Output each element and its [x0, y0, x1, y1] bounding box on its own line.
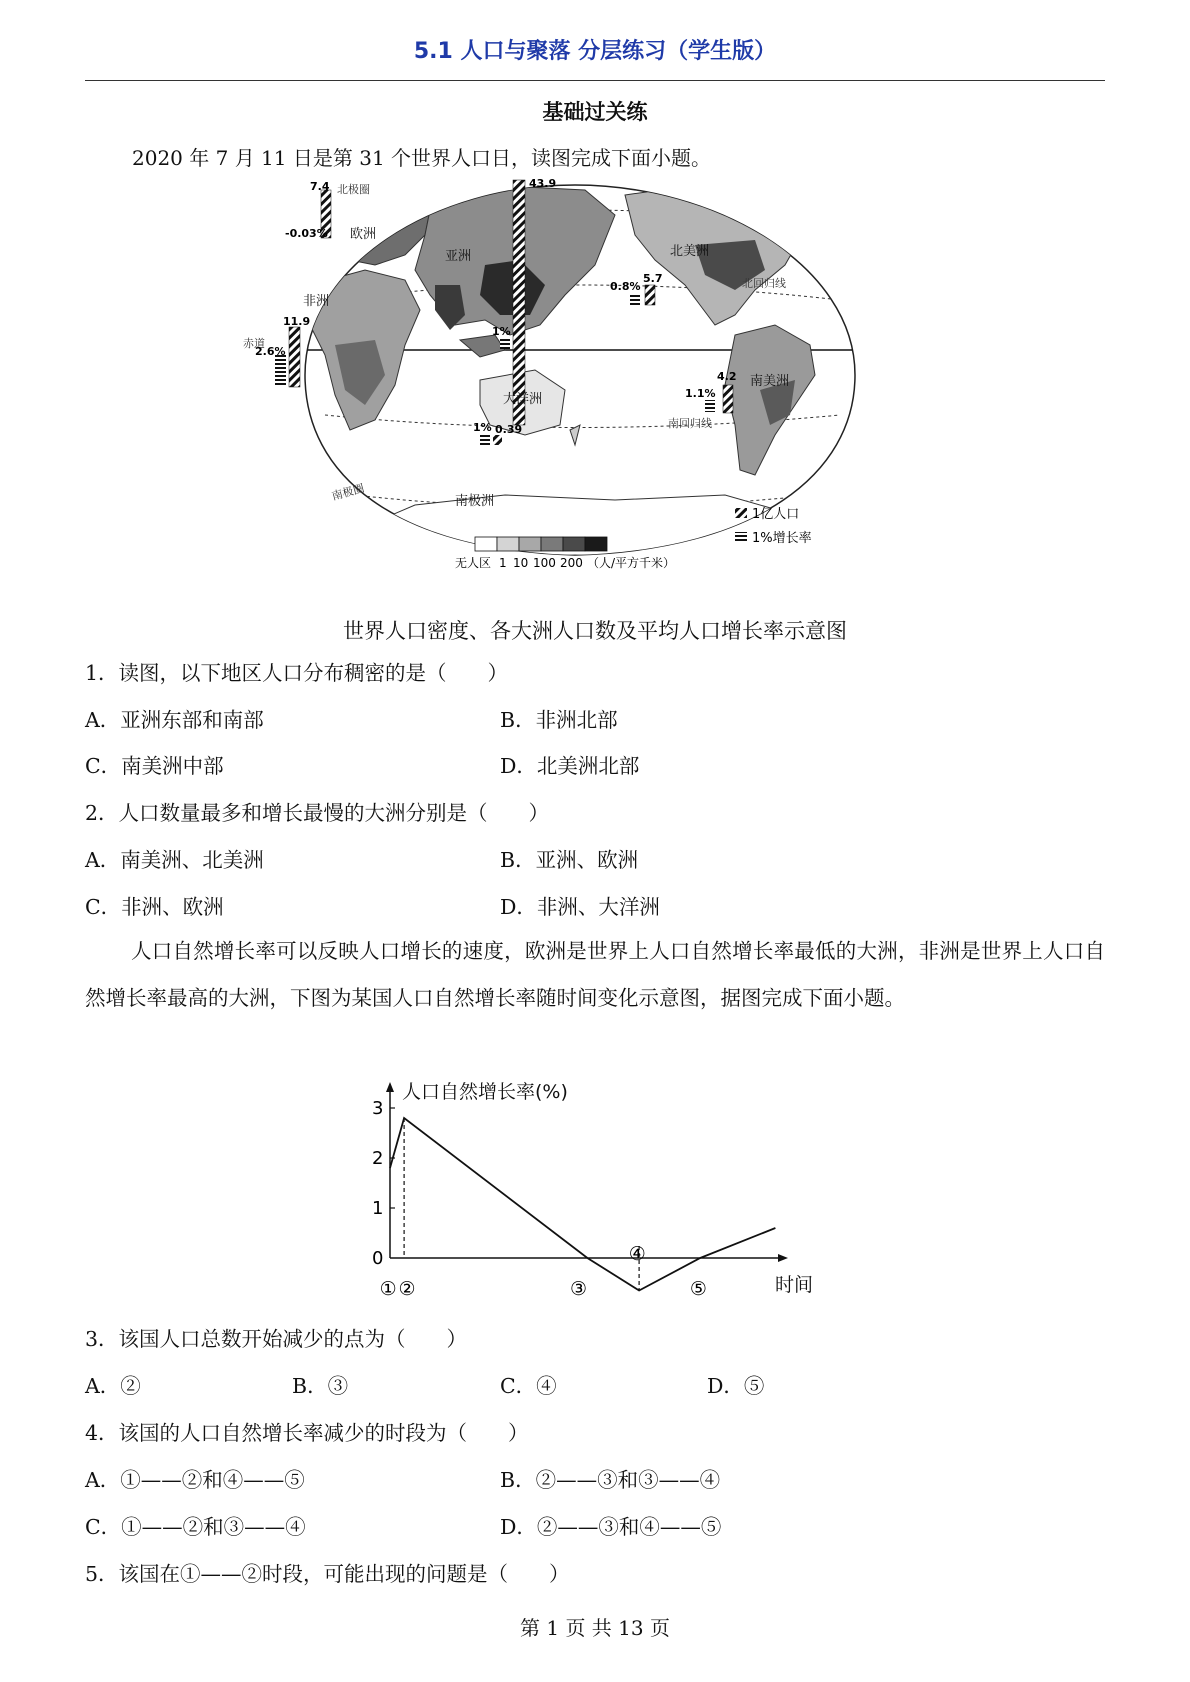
- y-tick-label-3: 3: [372, 1098, 384, 1119]
- label-europe: 欧洲: [350, 227, 377, 242]
- label-south-america: 南美洲: [750, 374, 790, 389]
- density-unit: （人/平方千米）: [587, 556, 676, 570]
- na-pop-value: 5.7: [643, 272, 663, 285]
- label-north-america: 北美洲: [670, 244, 710, 259]
- africa-pop-value: 11.9: [283, 315, 311, 328]
- density-label-2: 10: [513, 556, 529, 570]
- legend-pop-unit: 1亿人口: [752, 507, 800, 522]
- density-swatch-5: [585, 537, 607, 551]
- europe-pop-value: 7.4: [310, 180, 330, 193]
- oceania-rate-bar: [480, 433, 490, 445]
- y-tick-label-1: 1: [372, 1198, 384, 1219]
- header-divider: [85, 80, 1105, 81]
- density-swatch-3: [541, 537, 563, 551]
- q2-option-d[interactable]: D．非洲、大洋洲: [500, 895, 660, 919]
- y-axis-arrow: [386, 1082, 394, 1092]
- growth-rate-line: [390, 1118, 775, 1291]
- world-population-map: [243, 175, 895, 605]
- density-scale: [475, 537, 607, 551]
- point-label-5: ⑤: [689, 1278, 707, 1300]
- y-tick-label-2: 2: [372, 1148, 384, 1169]
- density-labels: [455, 555, 675, 570]
- oceania-pop-value: 0.39: [495, 423, 523, 436]
- label-africa: 非洲: [303, 294, 330, 309]
- oceania-pop-bar: [493, 435, 502, 445]
- q4-option-c[interactable]: C．①——②和③——④: [85, 1515, 306, 1539]
- density-label-0: 无人区: [455, 556, 492, 570]
- q1-option-b[interactable]: B．非洲北部: [500, 708, 618, 732]
- na-rate-value: 0.8%: [610, 280, 641, 293]
- sa-rate-bar: [705, 400, 715, 412]
- label-tropic-capricorn: 南回归线: [668, 417, 712, 430]
- point-label-1: ①: [379, 1278, 397, 1300]
- asia-pop-value: 43.9: [529, 177, 557, 190]
- na-pop-bar: [645, 285, 655, 305]
- density-label-1: 1: [499, 556, 507, 570]
- question-1-stem: 1．读图，以下地区人口分布稠密的是（ ）: [85, 661, 509, 685]
- q3-option-d[interactable]: D．⑤: [707, 1374, 765, 1398]
- asia-pop-bar: [513, 180, 525, 425]
- q2-option-a[interactable]: A．南美洲、北美洲: [85, 848, 264, 872]
- density-label-3: 100: [533, 556, 556, 570]
- label-arctic-circle: 北极圈: [337, 183, 370, 196]
- page-header-title: 5.1 人口与聚落 分层练习（学生版）: [413, 39, 777, 64]
- chart-xlabel: 时间: [775, 1274, 814, 1296]
- q1-option-d[interactable]: D．北美洲北部: [500, 754, 640, 778]
- density-swatch-4: [563, 537, 585, 551]
- europe-rate-value: -0.03%: [285, 227, 328, 240]
- section-title: 基础过关练: [542, 100, 648, 124]
- legend-rate-unit: 1%增长率: [752, 531, 812, 546]
- density-swatch-1: [497, 537, 519, 551]
- q3-option-b[interactable]: B．③: [292, 1374, 349, 1398]
- plot-area: [380, 1118, 776, 1300]
- density-swatch-0: [475, 537, 497, 551]
- growth-rate-chart: [370, 1080, 830, 1300]
- question-4-stem: 4．该国的人口自然增长率减少的时段为（ ）: [85, 1421, 529, 1445]
- label-asia: 亚洲: [445, 249, 472, 264]
- q2-option-c[interactable]: C．非洲、欧洲: [85, 895, 224, 919]
- africa-rate-bar: [275, 353, 286, 387]
- growth-chart-svg: [370, 1080, 830, 1300]
- question-5-stem: 5．该国在①——②时段，可能出现的问题是（ ）: [85, 1562, 570, 1586]
- x-axis-arrow: [778, 1254, 788, 1262]
- q3-option-c[interactable]: C．④: [500, 1374, 557, 1398]
- oceania-rate-value: 1%: [473, 421, 492, 434]
- q4-option-a[interactable]: A．①——②和④——⑤: [85, 1468, 305, 1492]
- map-caption: 世界人口密度、各大洲人口数及平均人口增长率示意图: [343, 619, 847, 643]
- sa-rate-value: 1.1%: [685, 387, 716, 400]
- na-rate-bar: [630, 295, 640, 305]
- density-label-4: 200: [560, 556, 583, 570]
- q4-option-b[interactable]: B．②——③和③——④: [500, 1468, 721, 1492]
- chart-ylabel: 人口自然增长率(%): [402, 1081, 568, 1103]
- q3-option-a[interactable]: A．②: [85, 1374, 141, 1398]
- label-antarctic-circle: 南极圈: [330, 481, 366, 503]
- label-equator: 赤道: [243, 337, 265, 350]
- page-footer: 第 1 页 共 13 页: [520, 1616, 670, 1640]
- context-paragraph: 人口自然增长率可以反映人口增长的速度，欧洲是世界上人口自然增长率最低的大洲，非洲是世界上人口自然增长率最高的大洲，下图为某国人口自然增长率随时间变化示意图，据图完成下面小题。: [85, 939, 1105, 1010]
- q1-option-c[interactable]: C．南美洲中部: [85, 754, 224, 778]
- question-2-stem: 2．人口数量最多和增长最慢的大洲分别是（ ）: [85, 801, 550, 825]
- q1-option-a[interactable]: A．亚洲东部和南部: [85, 708, 264, 732]
- y-tick-label-0: 0: [372, 1248, 384, 1269]
- point-label-4: ④: [628, 1243, 646, 1265]
- sa-pop-value: 4.2: [717, 370, 737, 383]
- y-ticks: [372, 1098, 395, 1269]
- africa-rate-value: 2.6%: [255, 345, 286, 358]
- q2-option-b[interactable]: B．亚洲、欧洲: [500, 848, 639, 872]
- map-svg: [243, 175, 895, 605]
- point-label-2: ②: [398, 1278, 416, 1300]
- asia-rate-value: 1%: [492, 325, 511, 338]
- label-antarctica: 南极洲: [455, 494, 495, 509]
- label-oceania: 大洋洲: [503, 392, 543, 407]
- label-tropic-cancer: 北回归线: [742, 277, 786, 290]
- density-swatch-2: [519, 537, 541, 551]
- asia-rate-bar: [500, 337, 510, 349]
- q4-option-d[interactable]: D．②——③和④——⑤: [500, 1515, 722, 1539]
- sa-pop-bar: [723, 385, 733, 413]
- question-3-stem: 3．该国人口总数开始减少的点为（ ）: [85, 1327, 468, 1351]
- intro-text: 2020 年 7 月 11 日是第 31 个世界人口日，读图完成下面小题。: [132, 146, 712, 170]
- africa-pop-bar: [289, 327, 300, 387]
- point-label-3: ③: [570, 1278, 588, 1300]
